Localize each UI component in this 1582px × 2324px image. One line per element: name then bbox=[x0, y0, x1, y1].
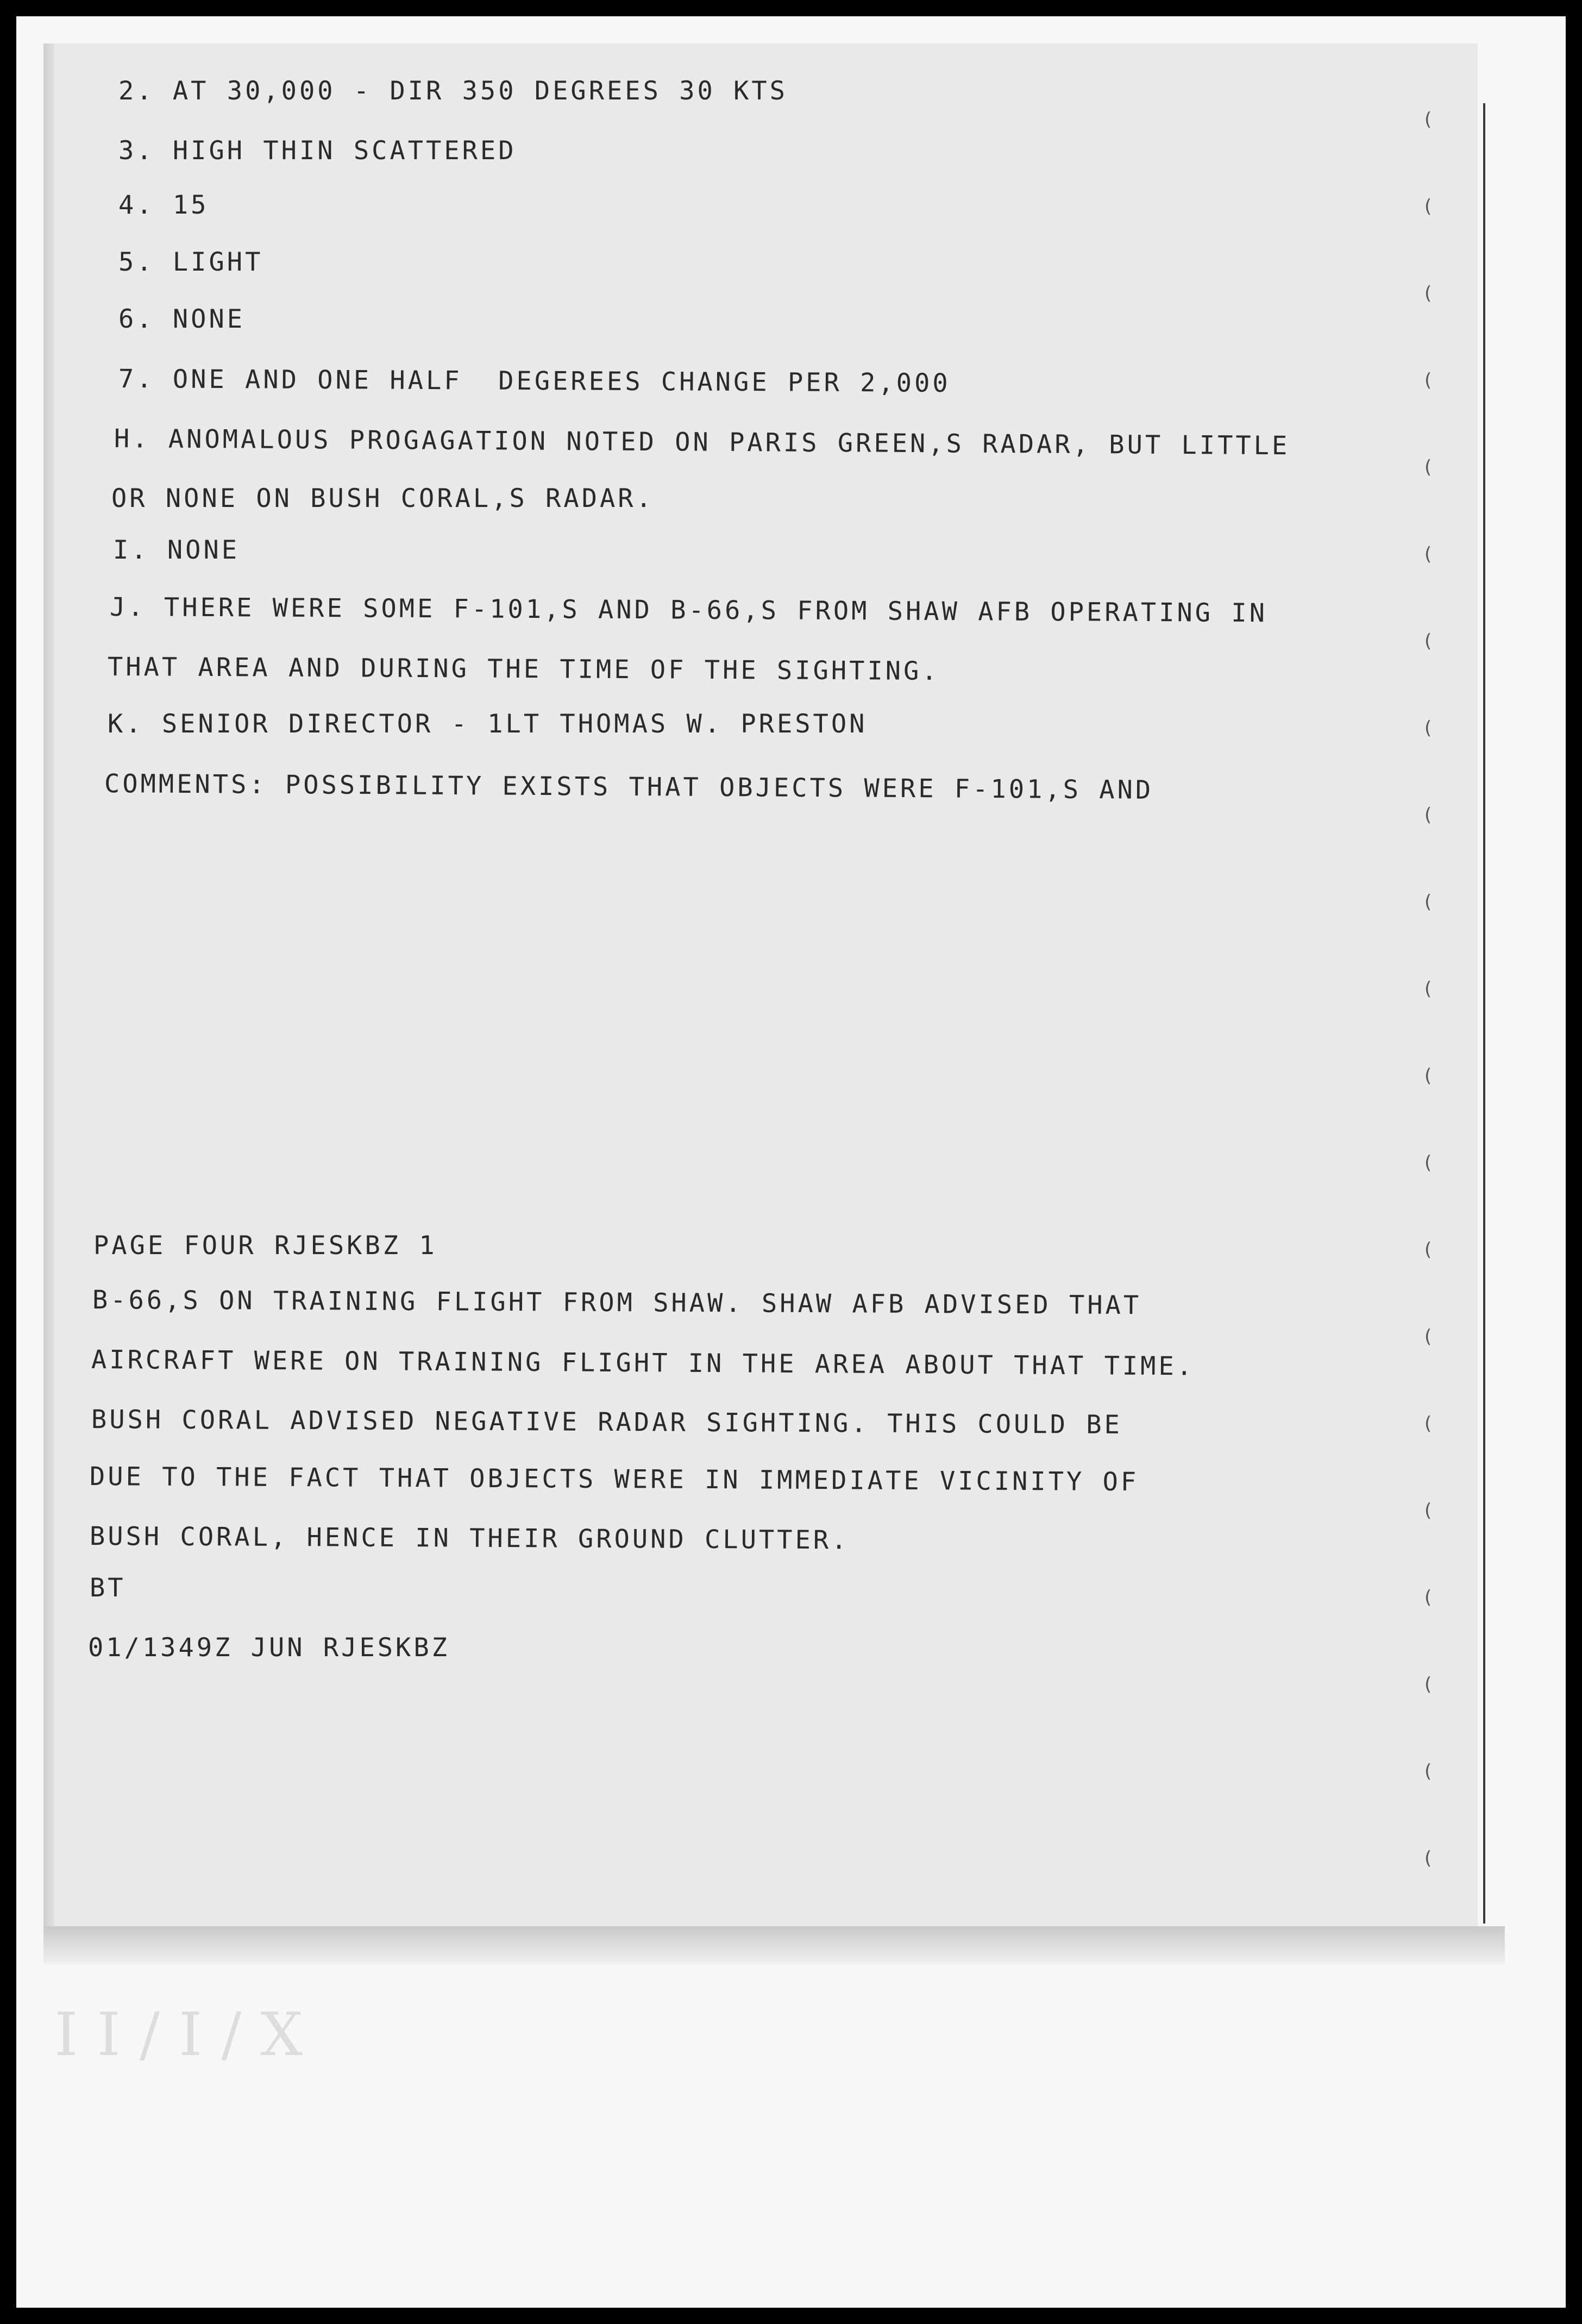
margin-mark: ( bbox=[1424, 1152, 1432, 1174]
line-item-4-visibility: 4. 15 bbox=[118, 190, 209, 220]
margin-mark: ( bbox=[1424, 109, 1432, 130]
line-item-6-none: 6. NONE bbox=[118, 304, 246, 334]
line-item-7-change: 7. ONE AND ONE HALF DEGEREES CHANGE PER 2,000 bbox=[118, 364, 951, 399]
line-comments-continued-1: B-66,S ON TRAINING FLIGHT FROM SHAW. SHAW AFB ADVISED THAT bbox=[92, 1285, 1142, 1321]
margin-mark: ( bbox=[1424, 978, 1432, 1000]
margin-mark: ( bbox=[1424, 456, 1432, 478]
line-bt: BT bbox=[90, 1573, 126, 1603]
line-item-j-aircraft: J. THERE WERE SOME F-101,S AND B-66,S FROM SHAW AFB OPERATING IN bbox=[109, 592, 1268, 629]
line-item-5-light: 5. LIGHT bbox=[118, 247, 263, 277]
line-item-j-continued: THAT AREA AND DURING THE TIME OF THE SIGHTING. bbox=[107, 652, 940, 687]
line-comments-continued-2: AIRCRAFT WERE ON TRAINING FLIGHT IN THE AREA ABOUT THAT TIME. bbox=[91, 1345, 1195, 1382]
margin-mark: ( bbox=[1424, 804, 1432, 826]
line-item-h-continued: OR NONE ON BUSH CORAL,S RADAR. bbox=[111, 484, 654, 513]
line-comments-continued-4: DUE TO THE FACT THAT OBJECTS WERE IN IMMEDIATE VICINITY OF bbox=[89, 1462, 1139, 1498]
line-item-h-anomalous: H. ANOMALOUS PROGAGATION NOTED ON PARIS GREEN,S RADAR, BUT LITTLE bbox=[114, 424, 1290, 461]
margin-mark: ( bbox=[1424, 543, 1432, 565]
line-item-k-director: K. SENIOR DIRECTOR - 1LT THOMAS W. PRESTON bbox=[108, 709, 868, 739]
line-item-i-none: I. NONE bbox=[113, 535, 240, 565]
margin-mark: ( bbox=[1424, 1847, 1432, 1869]
line-datetime-group: 01/1349Z JUN RJESKBZ bbox=[88, 1633, 450, 1663]
film-edge-marks: I I / I / X bbox=[54, 2000, 303, 2069]
margin-mark: ( bbox=[1424, 1674, 1432, 1695]
margin-mark: ( bbox=[1424, 717, 1432, 739]
line-item-3-clouds: 3. HIGH THIN SCATTERED bbox=[118, 136, 517, 166]
line-comments-continued-5: BUSH CORAL, HENCE IN THEIR GROUND CLUTTER. bbox=[89, 1521, 850, 1556]
margin-mark: ( bbox=[1424, 196, 1432, 217]
margin-mark: ( bbox=[1424, 1239, 1432, 1261]
margin-mark: ( bbox=[1424, 1587, 1432, 1608]
margin-mark: ( bbox=[1424, 1413, 1432, 1435]
margin-mark: ( bbox=[1424, 1500, 1432, 1521]
margin-mark: ( bbox=[1424, 1761, 1432, 1782]
line-comments-continued-3: BUSH CORAL ADVISED NEGATIVE RADAR SIGHTING. THIS COULD BE bbox=[91, 1405, 1123, 1440]
page-header-four: PAGE FOUR RJESKBZ 1 bbox=[93, 1231, 437, 1261]
margin-mark: ( bbox=[1424, 1326, 1432, 1348]
page-bottom-shadow bbox=[43, 1926, 1505, 1964]
margin-mark: ( bbox=[1424, 369, 1432, 391]
line-item-2-wind: 2. AT 30,000 - DIR 350 DEGREES 30 KTS bbox=[118, 76, 788, 106]
line-comments: COMMENTS: POSSIBILITY EXISTS THAT OBJECTS WERE F-101,S AND bbox=[104, 769, 1154, 805]
margin-mark: ( bbox=[1424, 1065, 1432, 1087]
margin-mark: ( bbox=[1424, 283, 1432, 304]
margin-mark: ( bbox=[1424, 630, 1432, 652]
sprocket-margin-rule bbox=[1483, 103, 1485, 1924]
margin-mark: ( bbox=[1424, 891, 1432, 913]
